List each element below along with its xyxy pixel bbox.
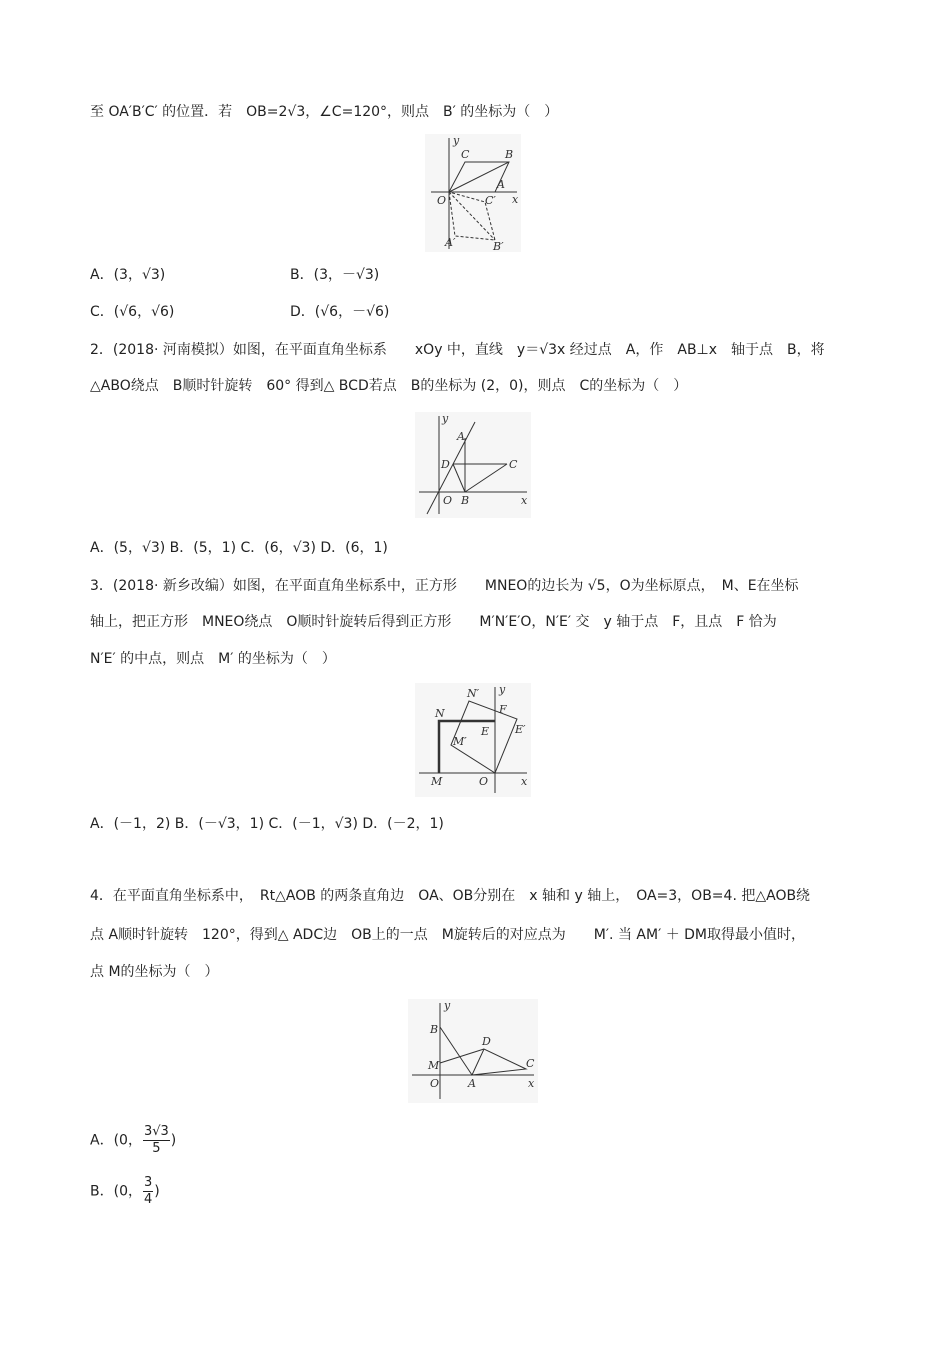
q3-label-x: x bbox=[521, 775, 528, 788]
q4-label-D: D bbox=[482, 1035, 491, 1048]
q4-option-b-suffix: ) bbox=[154, 1183, 160, 1200]
q3-label-y: y bbox=[499, 683, 506, 696]
q2-label-x: x bbox=[521, 494, 528, 507]
q4-option-b-prefix: B．(0， bbox=[90, 1183, 142, 1200]
q3-label-M: M bbox=[431, 775, 443, 788]
q4-option-b bbox=[90, 1175, 160, 1208]
q2-label-B: B bbox=[461, 494, 470, 507]
q2-label-D: D bbox=[441, 458, 450, 471]
q3-stem-line1: 3．(2018· 新乡改编）如图，在平面直角坐标系中，正方形 MNEO的边长为 √5，O为坐标原点， M、E在坐标 bbox=[90, 578, 799, 594]
q3-label-N2: N′ bbox=[467, 687, 480, 700]
q3-label-E: E bbox=[481, 725, 490, 738]
q4-option-a-numerator: 3√3 bbox=[143, 1124, 169, 1139]
q4-label-O: O bbox=[430, 1077, 440, 1090]
q1-figure bbox=[425, 134, 521, 252]
q2-label-y: y bbox=[442, 412, 449, 425]
q1-label-A2: A′ bbox=[445, 236, 456, 249]
q3-stem-line2: 轴上，把正方形 MNEO绕点 O顺时针旋转后得到正方形 M′N′E′O，N′E′ 交 y 轴于点 F，且点 F 恰为 bbox=[90, 614, 777, 630]
q1-label-C2: C′ bbox=[485, 194, 496, 207]
q4-option-b-numerator: 3 bbox=[143, 1175, 153, 1190]
q1-label-B: B bbox=[505, 148, 514, 161]
q4-label-C: C bbox=[526, 1057, 535, 1070]
q4-option-b-fraction bbox=[143, 1175, 153, 1208]
q4-label-A: A bbox=[468, 1077, 476, 1090]
q3-label-M2: M′ bbox=[453, 735, 467, 748]
q4-stem-line1: 4．在平面直角坐标系中， Rt△AOB 的两条直角边 OA、OB分别在 x 轴和 y 轴上， OA=3，OB=4. 把△AOB绕 bbox=[90, 888, 811, 904]
q1-option-c: C．(√6，√6) bbox=[90, 304, 175, 320]
q1-label-B2: B′ bbox=[493, 240, 504, 252]
q4-option-a-fraction bbox=[143, 1124, 170, 1157]
q2-options: A．(5，√3) B．(5，1) C．(6，√3) D．(6，1) bbox=[90, 540, 388, 556]
q4-label-M: M bbox=[428, 1059, 440, 1072]
q1-label-O: O bbox=[437, 194, 447, 207]
q1-label-y: y bbox=[453, 134, 460, 147]
q2-label-O: O bbox=[443, 494, 453, 507]
q4-stem-line3: 点 M的坐标为（ ） bbox=[90, 964, 219, 980]
q1-option-d: D．(√6，－√6) bbox=[290, 304, 390, 320]
q1-option-a: A．(3，√3) bbox=[90, 267, 166, 283]
q4-label-x: x bbox=[528, 1077, 535, 1090]
q2-stem-line1: 2．(2018· 河南模拟）如图，在平面直角坐标系 xOy 中，直线 y＝√3x 经过点 A，作 AB⊥x 轴于点 B，将 bbox=[90, 342, 825, 358]
q3-label-F: F bbox=[499, 703, 507, 716]
q3-label-E2: E′ bbox=[515, 723, 526, 736]
q3-options: A．(－1，2) B．(－√3，1) C．(－1，√3) D．(－2，1) bbox=[90, 816, 444, 832]
q4-label-B: B bbox=[430, 1023, 439, 1036]
q4-option-a-prefix: A．(0， bbox=[90, 1132, 142, 1149]
q4-option-b-denominator: 4 bbox=[143, 1192, 153, 1207]
q3-figure bbox=[415, 683, 531, 797]
q1-stem: 至 OA′B′C′ 的位置．若 OB=2√3，∠C=120°，则点 B′ 的坐标为（ ） bbox=[90, 104, 559, 120]
q2-label-C: C bbox=[509, 458, 518, 471]
q2-label-A: A bbox=[457, 430, 465, 443]
q4-option-a-suffix: ) bbox=[170, 1132, 177, 1149]
q3-stem-line3: N′E′ 的中点，则点 M′ 的坐标为（ ） bbox=[90, 651, 336, 667]
q4-stem-line2: 点 A顺时针旋转 120°，得到△ ADC边 OB上的一点 M旋转后的对应点为 M′. 当 AM′ ＋ DM取得最小值时， bbox=[90, 927, 806, 943]
q3-label-O: O bbox=[479, 775, 489, 788]
q3-label-N: N bbox=[435, 707, 445, 720]
q1-option-b: B．(3，－√3) bbox=[290, 267, 380, 283]
q4-option-a bbox=[90, 1124, 176, 1157]
q4-option-a-denominator: 5 bbox=[152, 1141, 161, 1156]
q2-stem-line2: △ABO绕点 B顺时针旋转 60° 得到△ BCD若点 B的坐标为 (2，0)，则点 C的坐标为（ ） bbox=[90, 378, 688, 394]
q2-figure bbox=[415, 412, 531, 518]
q1-label-A: A bbox=[497, 178, 505, 191]
q4-label-y: y bbox=[444, 999, 451, 1012]
q1-label-C: C bbox=[461, 148, 470, 161]
q4-figure bbox=[408, 999, 538, 1103]
q1-label-x: x bbox=[512, 193, 519, 206]
